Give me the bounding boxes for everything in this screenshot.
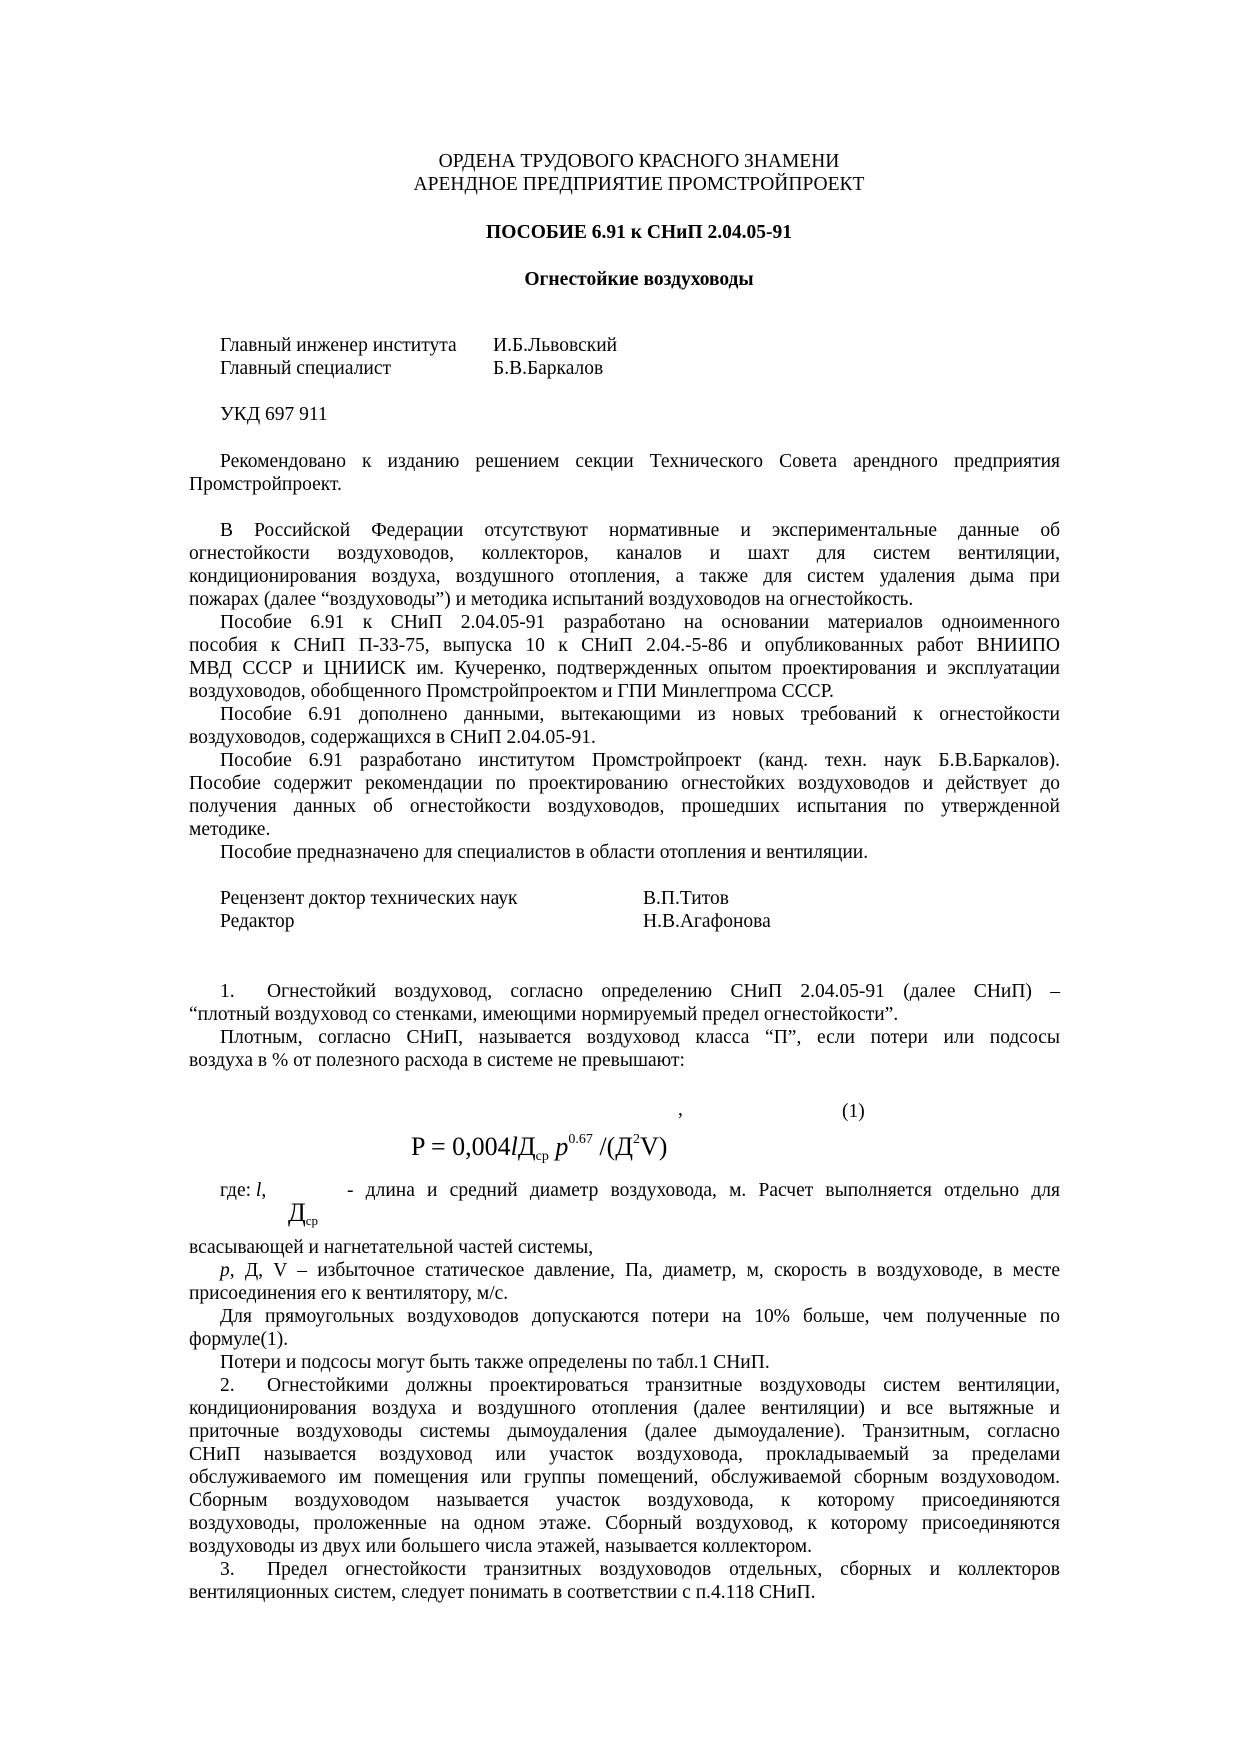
suction-line	[189, 1236, 1060, 1259]
line-text: обслуживаемого им помещения или группы помещений, обслуживаемой сборным воздуховодом.	[189, 1466, 1060, 1488]
vars_line2-line	[189, 1282, 1060, 1305]
line-text: Рекомендовано к изданию решением секции Технического Совета арендного предприятия	[220, 450, 1060, 472]
line-text: “плотный воздуховод со стенками, имеющими нормируемый предел огнестойкости”.	[189, 1003, 899, 1025]
recommend-line	[220, 450, 1060, 473]
line-text: присоединения его к вентилятору, м/с.	[189, 1282, 509, 1304]
document-subtitle: Огнестойкие воздуховоды	[524, 269, 754, 290]
formula-d: Д	[517, 1132, 536, 1161]
line-text: всасывающей и нагнетательной частей системы,	[189, 1236, 594, 1258]
reviewer-role: Редактор	[220, 911, 295, 932]
rf-line	[189, 588, 1060, 611]
table-line	[220, 1351, 1060, 1374]
line-text: МВД СССР и ЦНИИСК им. Кучеренко, подтвержденных опытом проектирования и эксплуатации	[189, 657, 1060, 679]
org-line-1: ОРДЕНА ТРУДОВОГО КРАСНОГО ЗНАМЕНИ	[438, 151, 840, 172]
vars-rest: , Д, V – избыточное статическое давление, Па, диаметр, м, скорость в воздуховоде, в месте	[229, 1260, 1060, 1281]
line-text: Промстройпроект.	[189, 473, 342, 495]
line-text: Для прямоугольных воздуховодов допускаются потери на 10% больше, чем полученные по	[220, 1305, 1060, 1327]
line-text: Огнестойкий воздуховод, согласно определению СНиП 2.04.05-91 (далее СНиП) –	[267, 980, 1060, 1002]
reviewer-row	[220, 910, 1091, 933]
where-text: - длина и средний диаметр воздуховода, м. Расчет выполняется отдельно для	[347, 1180, 1060, 1201]
formula-exp: 0.67	[568, 1132, 593, 1147]
item3-line	[220, 1558, 1060, 1581]
item2-line	[189, 1489, 1060, 1512]
signatory-row	[220, 357, 1091, 380]
formula-sq: 2	[633, 1132, 640, 1147]
formula-1	[411, 1122, 667, 1175]
formula-p: p	[555, 1132, 569, 1161]
formula-comma: ,	[678, 1099, 683, 1120]
where-d-sr	[288, 1198, 318, 1236]
line-text: кондиционирования воздуха, воздушного отопления, а также для систем удаления дыма при	[189, 565, 1060, 587]
line-text: огнестойкости воздуховодов, коллекторов, каналов и шахт для систем вентиляции,	[189, 542, 1060, 564]
signatory-role: Главный инженер института	[220, 335, 457, 356]
line-text: Предел огнестойкости транзитных воздуховодов отдельных, сборных и коллекторов	[267, 1558, 1060, 1580]
org-line-2: АРЕНДНОЕ ПРЕДПРИЯТИЕ ПРОМСТРОЙПРОЕКТ	[413, 174, 865, 195]
reviewer-row	[220, 887, 1091, 910]
vars-p: p	[220, 1260, 230, 1281]
basis-line	[189, 634, 1060, 657]
item2-line	[189, 1535, 1060, 1558]
developed-line	[189, 818, 1060, 841]
line-text: Пособие 6.91 к СНиП 2.04.05-91 разработано на основании материалов одноименного	[220, 611, 1060, 633]
line-text: воздуховодов, содержащихся в СНиП 2.04.05-91.	[189, 726, 596, 748]
line-text: получения данных об огнестойкости воздуховодов, прошедших испытания по утвержденной	[189, 795, 1060, 817]
line-text: Пособие 6.91 разработано институтом Промстройпроект (канд. техн. наук Б.В.Баркалов).	[220, 749, 1060, 771]
signatory-name: Б.В.Баркалов	[493, 358, 604, 379]
supplement-line	[189, 726, 1060, 749]
line-text: СНиП называется воздуховод или участок воздуховода, прокладываемый за пределами	[189, 1443, 1060, 1465]
line-text: кондиционирования воздуха и воздушного отопления (далее вентиляции) и все вытяжные и	[189, 1397, 1060, 1419]
signatory-row	[220, 334, 1091, 357]
formula-lhs: P = 0,004	[411, 1132, 511, 1161]
line-text: Плотным, согласно СНиП, называется воздуховод класса “П”, если потери или подсосы	[220, 1026, 1060, 1048]
line-text: Огнестойкими должны проектироваться транзитные воздуховоды систем вентиляции,	[267, 1374, 1060, 1396]
vars-line	[220, 1259, 1060, 1282]
item2-line	[220, 1374, 1060, 1397]
signatory-name: И.Б.Львовский	[493, 335, 618, 356]
line-text: формуле(1).	[189, 1328, 289, 1350]
dense-line	[220, 1026, 1060, 1049]
formula-l: l	[510, 1132, 518, 1161]
basis-line	[220, 611, 1060, 634]
item1-line	[189, 1003, 1060, 1026]
reviewer-name: Н.В.Агафонова	[643, 911, 771, 932]
line-text: методике.	[189, 818, 271, 840]
line-text: Пособие предназначено для специалистов в области отопления и вентиляции.	[220, 841, 869, 863]
item2-line	[189, 1512, 1060, 1535]
rect-line	[189, 1328, 1060, 1351]
reviewer-name: В.П.Титов	[643, 888, 729, 909]
where-label: где:	[220, 1180, 252, 1201]
purpose-line	[220, 841, 1060, 864]
item1-line	[220, 980, 1060, 1003]
udc-code: УКД 697 911	[220, 404, 328, 425]
line-text: В Российской Федерации отсутствуют нормативные и экспериментальные данные об	[220, 519, 1060, 541]
item2-line	[189, 1420, 1060, 1443]
formula-sub: ср	[535, 1149, 549, 1164]
where-d: Д	[288, 1198, 306, 1227]
line-text: Пособие содержит рекомендации по проектированию огнестойких воздуховодов и действует до	[189, 772, 1060, 794]
rf-line	[189, 542, 1060, 565]
supplement-line	[220, 703, 1060, 726]
item2-line	[189, 1397, 1060, 1420]
item2-line	[189, 1443, 1060, 1466]
line-text: вентиляционных систем, следует понимать в соответствии с п.4.118 СНиП.	[189, 1581, 816, 1603]
where-sub: ср	[305, 1213, 319, 1228]
basis-line	[189, 680, 1060, 703]
recommend-line	[189, 473, 1060, 496]
basis-line	[189, 657, 1060, 680]
document-title: ПОСОБИЕ 6.91 к СНиП 2.04.05-91	[486, 222, 792, 243]
item3-line	[189, 1581, 1060, 1604]
where-l: l	[255, 1180, 262, 1201]
where-sep: ,	[261, 1180, 267, 1201]
rf-line	[189, 565, 1060, 588]
rect-line	[220, 1305, 1060, 1328]
line-text: Пособие 6.91 дополнено данными, вытекающими из новых требований к огнестойкости	[220, 703, 1060, 725]
developed-line	[189, 795, 1060, 818]
developed-line	[189, 772, 1060, 795]
developed-line	[220, 749, 1060, 772]
formula-tail: V)	[640, 1132, 668, 1161]
line-text: воздуховоды, проложенные на одном этаже. Сборный воздуховод, к которому присоединяются	[189, 1512, 1060, 1534]
line-text: Сборным воздуховодом называется участок воздуховода, к которому присоединяются	[189, 1489, 1060, 1511]
line-text: приточные воздуховоды системы дымоудаления (далее дымоудаление). Транзитным, согласно	[189, 1420, 1060, 1442]
item-number: 1.	[220, 980, 235, 1002]
signatory-role: Главный специалист	[220, 358, 392, 379]
dense-line	[189, 1049, 1060, 1072]
line-text: воздуховодов, обобщенного Промстройпроектом и ГПИ Минлегпрома СССР.	[189, 680, 834, 702]
item2-line	[189, 1466, 1060, 1489]
formula-div: /(Д	[592, 1132, 633, 1161]
item-number: 3.	[220, 1558, 235, 1580]
line-text: пожарах (далее “воздуховоды”) и методика испытаний воздуховодов на огнестойкость.	[189, 588, 914, 610]
rf-line	[220, 519, 1060, 542]
line-text: воздуха в % от полезного расхода в системе не превышают:	[189, 1049, 685, 1071]
reviewer-role: Рецензент доктор технических наук	[220, 888, 518, 909]
line-text: пособия к СНиП П-33-75, выпуска 10 к СНиП 2.04.-5-86 и опубликованных работ ВНИИПО	[189, 634, 1060, 656]
line-text: Потери и подсосы могут быть также определены по табл.1 СНиП.	[220, 1351, 770, 1373]
line-text: воздуховоды из двух или большего числа этажей, называется коллектором.	[189, 1535, 813, 1557]
item-number: 2.	[220, 1374, 235, 1396]
equation-number: (1)	[842, 1101, 865, 1122]
